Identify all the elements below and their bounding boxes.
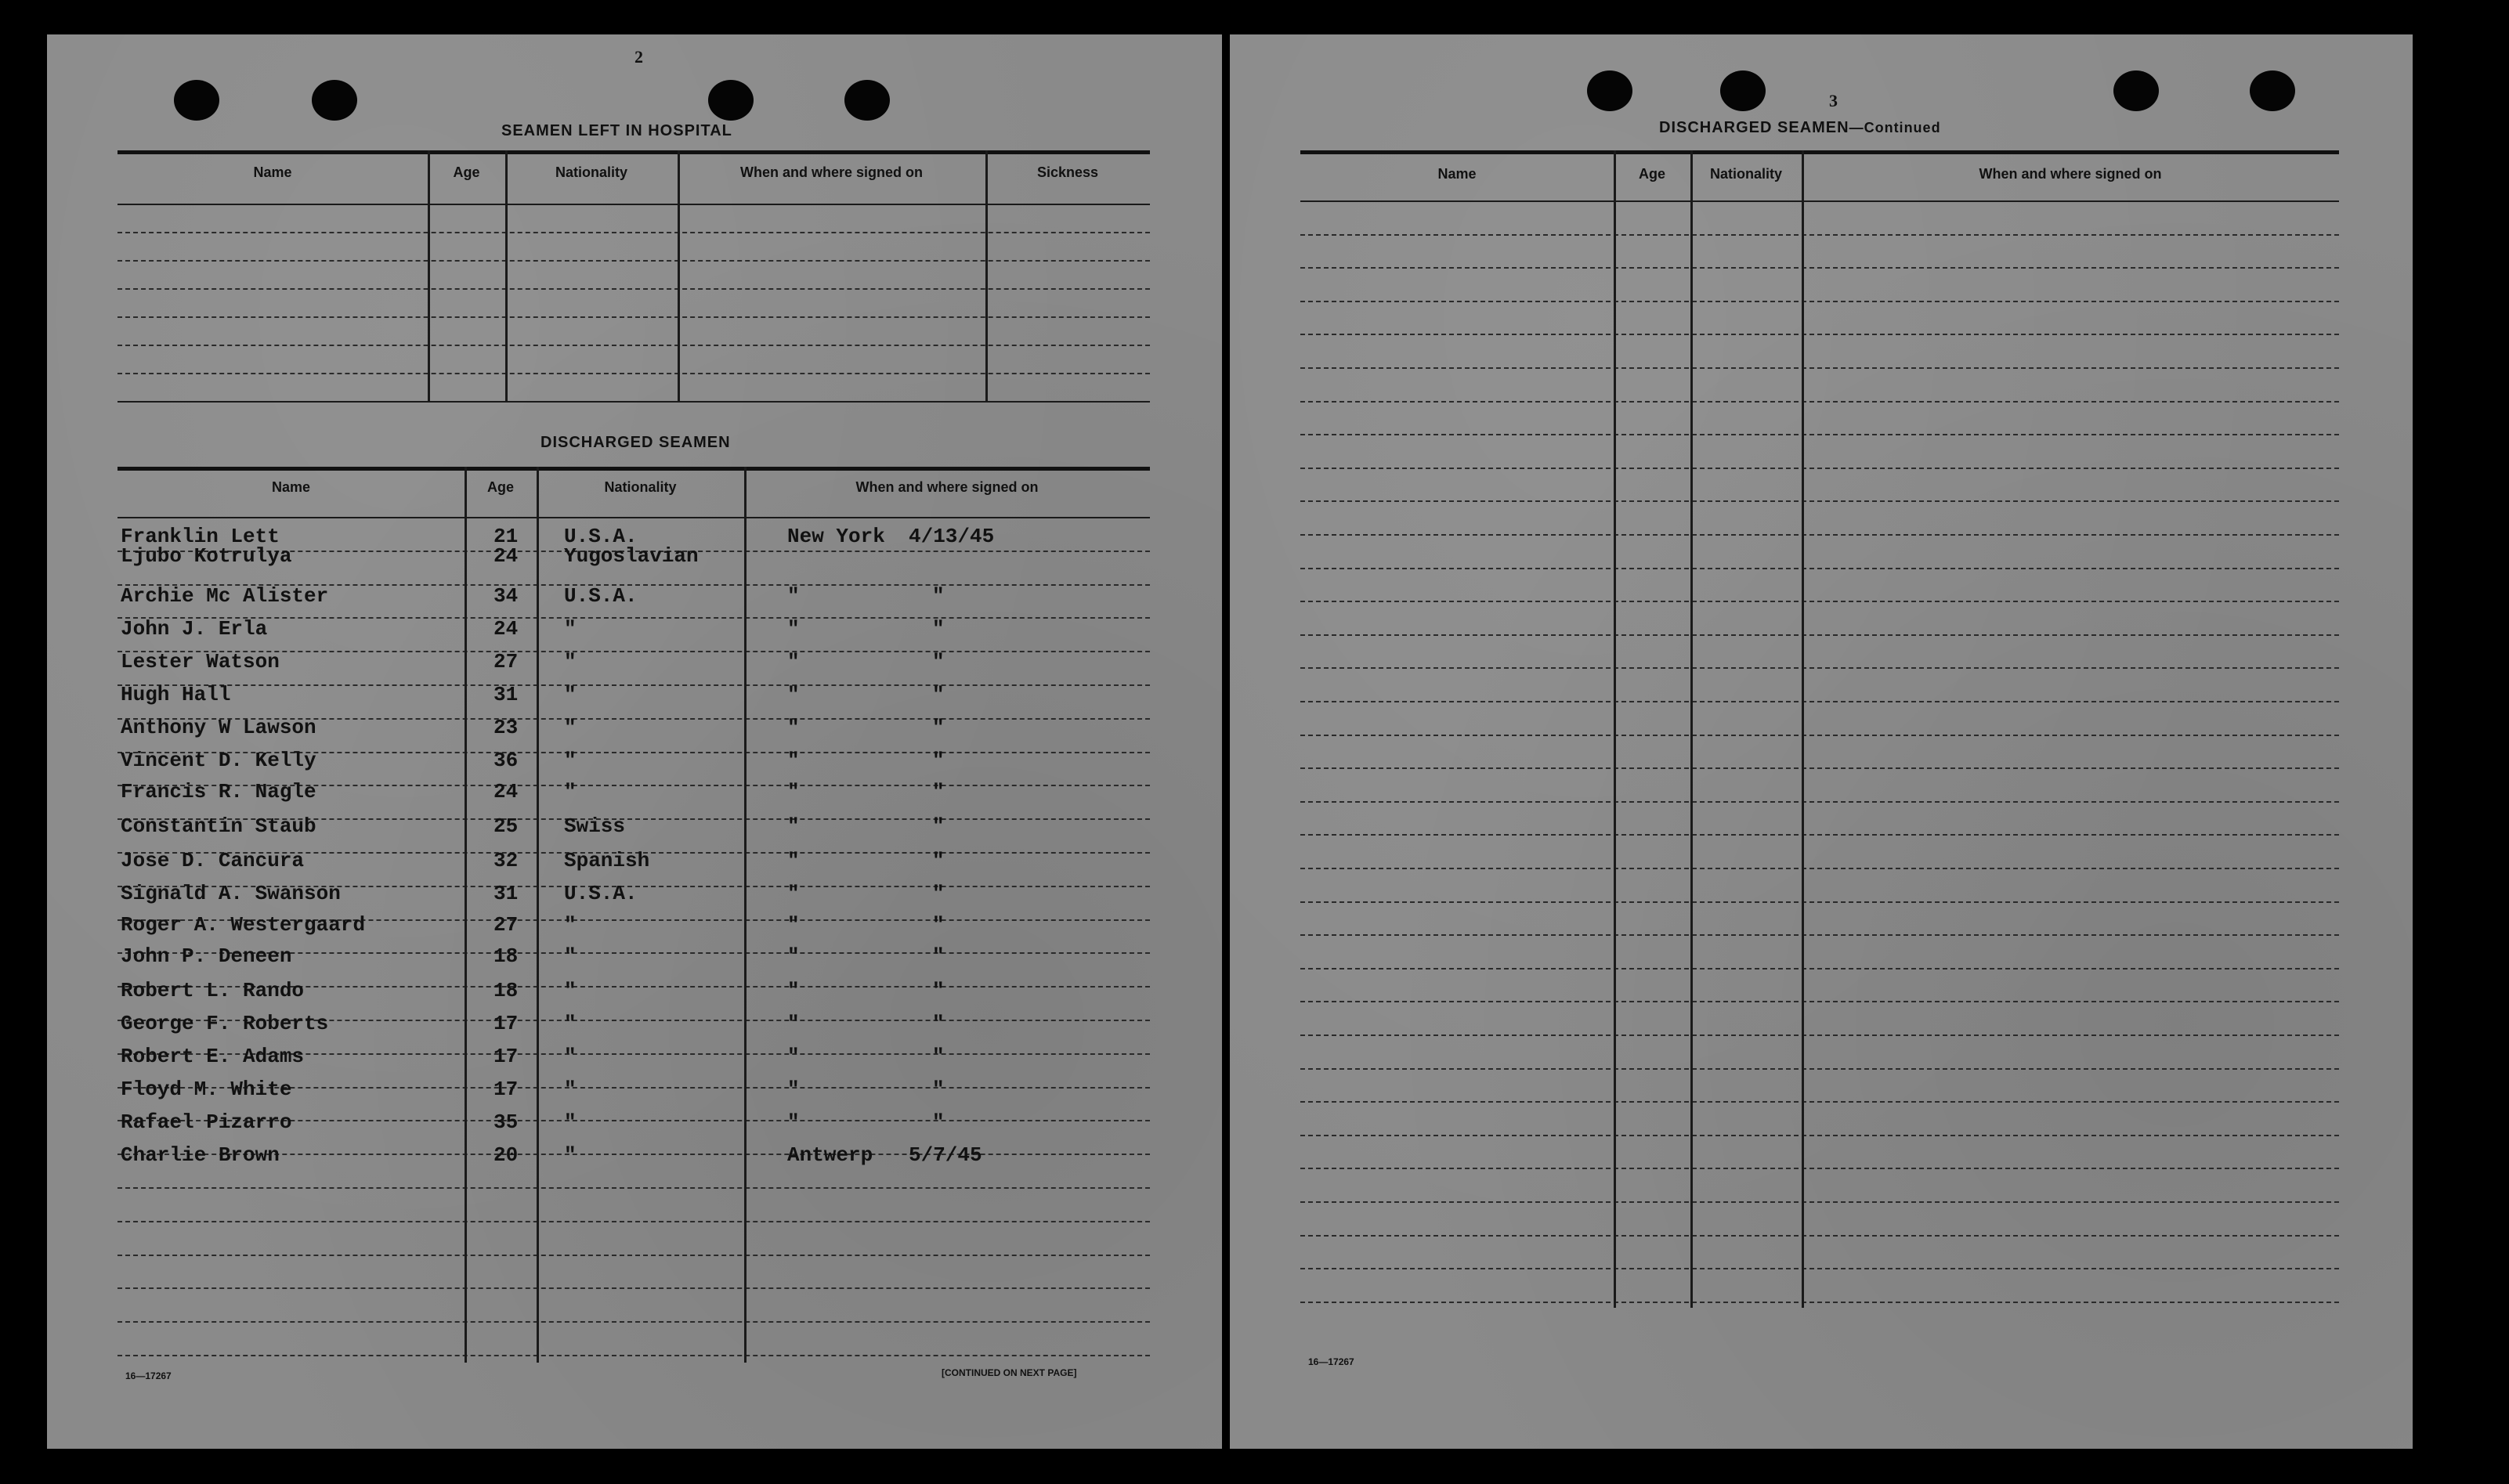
seaman-name: Lester Watson: [121, 650, 280, 673]
ruled-line: [117, 1187, 1150, 1189]
seaman-name: Roger A. Westergaard: [121, 913, 366, 937]
table-rule: [117, 204, 1150, 205]
form-number: 16—17267: [125, 1370, 172, 1381]
ruled-line: [1300, 1101, 2339, 1103]
seaman-name: John J. Erla: [121, 617, 268, 641]
seaman-nationality: ": [564, 979, 577, 1002]
seaman-name: Franklin Lett: [121, 525, 280, 548]
seaman-nationality: Yugoslavian: [564, 544, 699, 568]
ruled-line: [117, 288, 1150, 290]
seaman-age: 17: [493, 1012, 519, 1035]
column-divider: [678, 150, 680, 401]
seaman-age: 17: [493, 1045, 519, 1068]
ruled-line: [1300, 568, 2339, 569]
ruled-line: [1300, 434, 2339, 435]
ruled-line: [1300, 401, 2339, 403]
ruled-line: [1300, 267, 2339, 269]
ruled-line: [1300, 601, 2339, 602]
column-divider: [744, 467, 747, 1363]
ruled-line: [117, 345, 1150, 346]
seaman-nationality: Swiss: [564, 814, 626, 838]
seaman-name: Rafael Pizarro: [121, 1110, 292, 1134]
signed-on-place: ": [787, 584, 800, 608]
ruled-line: [1300, 634, 2339, 636]
seaman-nationality: ": [564, 944, 577, 968]
ruled-line: [117, 1355, 1150, 1356]
seaman-name: Robert L. Rando: [121, 979, 305, 1002]
seaman-age: 27: [493, 913, 519, 937]
seaman-nationality: ": [564, 716, 577, 739]
ruled-line: [1300, 1302, 2339, 1303]
right-section-title-suffix: —Continued: [1849, 120, 1941, 135]
signed-on-date: 4/13/45: [909, 525, 995, 548]
ruled-line: [1300, 767, 2339, 769]
column-header: Name: [253, 164, 292, 180]
right-section-title: [1659, 119, 1941, 137]
seaman-name: John P. Deneen: [121, 944, 292, 968]
seaman-age: 34: [493, 584, 519, 608]
ruled-line: [117, 1321, 1150, 1323]
column-header: Nationality: [604, 479, 677, 495]
signed-on-date: 5/7/45: [909, 1143, 982, 1167]
seaman-name: Archie Mc Alister: [121, 584, 329, 608]
table-rule: [117, 467, 1150, 471]
seaman-age: 27: [493, 650, 519, 673]
seaman-name: Constantin Staub: [121, 814, 316, 838]
seaman-nationality: ": [564, 650, 577, 673]
seaman-name: Robert E. Adams: [121, 1045, 305, 1068]
signed-on-date: ": [932, 1045, 945, 1068]
punch-hole: [2113, 70, 2159, 111]
seaman-name: Anthony W Lawson: [121, 716, 316, 739]
seaman-name: Signald A. Swanson: [121, 882, 341, 905]
signed-on-place: ": [787, 814, 800, 838]
signed-on-place: ": [787, 913, 800, 937]
ruled-line: [1300, 1268, 2339, 1269]
signed-on-place: ": [787, 617, 800, 641]
seaman-name: Hugh Hall: [121, 683, 231, 706]
column-divider: [1614, 150, 1616, 1308]
signed-on-place: ": [787, 1012, 800, 1035]
seaman-name: Jose D. Cancura: [121, 849, 305, 872]
seaman-age: 36: [493, 749, 519, 772]
ruled-line: [1300, 1201, 2339, 1203]
table-rule: [1300, 150, 2339, 154]
column-divider: [465, 467, 467, 1363]
ruled-line: [1300, 901, 2339, 903]
column-divider: [428, 150, 430, 401]
ruled-line: [117, 260, 1150, 262]
seaman-age: 23: [493, 716, 519, 739]
column-divider: [1690, 150, 1693, 1308]
seaman-age: 24: [493, 617, 519, 641]
seaman-nationality: U.S.A.: [564, 882, 638, 905]
ruled-line: [1300, 1034, 2339, 1036]
seaman-nationality: U.S.A.: [564, 525, 638, 548]
signed-on-date: ": [932, 979, 945, 1002]
signed-on-date: ": [932, 944, 945, 968]
page-number: 2: [634, 47, 643, 67]
signed-on-place: ": [787, 716, 800, 739]
signed-on-date: ": [932, 913, 945, 937]
ruled-line: [117, 617, 1150, 619]
ruled-line: [1300, 868, 2339, 869]
ruled-line: [1300, 1135, 2339, 1136]
signed-on-date: ": [932, 584, 945, 608]
ruled-line: [1300, 301, 2339, 302]
signed-on-date: ": [932, 716, 945, 739]
table-rule: [117, 150, 1150, 154]
signed-on-place: ": [787, 780, 800, 803]
seaman-age: 24: [493, 780, 519, 803]
ruled-line: [1300, 1001, 2339, 1002]
column-header: Name: [271, 479, 311, 495]
signed-on-place: ": [787, 683, 800, 706]
right-page: [1230, 34, 2413, 1449]
punch-hole: [1720, 70, 1766, 111]
seaman-nationality: ": [564, 1078, 577, 1101]
ruled-line: [1300, 500, 2339, 502]
signed-on-place: ": [787, 849, 800, 872]
column-header: Age: [1638, 166, 1665, 182]
left-page: [47, 34, 1222, 1449]
ruled-line: [1300, 1168, 2339, 1169]
seaman-name: Vincent D. Kelly: [121, 749, 316, 772]
punch-hole: [312, 80, 357, 121]
seaman-name: George F. Roberts: [121, 1012, 329, 1035]
seaman-nationality: ": [564, 683, 577, 706]
form-number: 16—17267: [1308, 1356, 1354, 1367]
seaman-nationality: ": [564, 1143, 577, 1167]
seaman-age: 20: [493, 1143, 519, 1167]
signed-on-date: ": [932, 617, 945, 641]
ruled-line: [1300, 968, 2339, 969]
signed-on-date: ": [932, 650, 945, 673]
ruled-line: [117, 684, 1150, 686]
signed-on-place: ": [787, 1110, 800, 1134]
continued-note: [CONTINUED ON NEXT PAGE]: [942, 1367, 1077, 1378]
ruled-line: [1300, 367, 2339, 369]
seaman-age: 31: [493, 683, 519, 706]
signed-on-date: ": [932, 882, 945, 905]
seaman-age: 32: [493, 849, 519, 872]
seaman-nationality: ": [564, 749, 577, 772]
seaman-name: Francis R. Nagle: [121, 780, 316, 803]
signed-on-date: ": [932, 683, 945, 706]
signed-on-date: ": [932, 1012, 945, 1035]
signed-on-date: ": [932, 1110, 945, 1134]
column-header: When and where signed on: [1979, 166, 2162, 182]
column-divider: [985, 150, 988, 401]
seaman-nationality: ": [564, 913, 577, 937]
signed-on-date: ": [932, 780, 945, 803]
seaman-name: Floyd M. White: [121, 1078, 292, 1101]
ruled-line: [117, 1255, 1150, 1256]
seaman-nationality: ": [564, 1110, 577, 1134]
column-header: Nationality: [1709, 166, 1782, 182]
column-header: Age: [453, 164, 480, 180]
seaman-nationality: ": [564, 617, 577, 641]
column-header: Name: [1437, 166, 1477, 182]
seaman-age: 18: [493, 979, 519, 1002]
ruled-line: [117, 232, 1150, 233]
signed-on-date: ": [932, 1078, 945, 1101]
column-header: Nationality: [555, 164, 627, 180]
ruled-line: [1300, 735, 2339, 736]
seaman-age: 24: [493, 544, 519, 568]
punch-hole: [844, 80, 890, 121]
ruled-line: [1300, 801, 2339, 803]
ruled-line: [117, 1221, 1150, 1222]
signed-on-date: ": [932, 749, 945, 772]
column-divider: [1802, 150, 1804, 1308]
signed-on-place: ": [787, 749, 800, 772]
ruled-line: [117, 1287, 1150, 1289]
seaman-nationality: ": [564, 1045, 577, 1068]
ruled-line: [1300, 1235, 2339, 1237]
ruled-line: [1300, 667, 2339, 669]
hospital-section-title: SEAMEN LEFT IN HOSPITAL: [501, 122, 732, 139]
punch-hole: [2250, 70, 2295, 111]
discharged-section-title: DISCHARGED SEAMEN: [540, 434, 731, 451]
seaman-nationality: ": [564, 780, 577, 803]
ruled-line: [1300, 834, 2339, 836]
ruled-line: [1300, 534, 2339, 536]
column-header: Sickness: [1036, 164, 1099, 180]
seaman-nationality: U.S.A.: [564, 584, 638, 608]
column-divider: [505, 150, 508, 401]
seaman-nationality: Spanish: [564, 849, 650, 872]
column-header: When and where signed on: [739, 164, 923, 180]
seaman-name: Ljubo Kotrulya: [121, 544, 292, 568]
page-number: 3: [1829, 91, 1838, 110]
ruled-line: [1300, 701, 2339, 702]
ruled-line: [117, 316, 1150, 318]
seaman-nationality: ": [564, 1012, 577, 1035]
signed-on-place: New York: [787, 525, 885, 548]
seaman-name: Charlie Brown: [121, 1143, 280, 1167]
ruled-line: [117, 373, 1150, 374]
seaman-age: 25: [493, 814, 519, 838]
signed-on-place: ": [787, 944, 800, 968]
seaman-age: 35: [493, 1110, 519, 1134]
ruled-line: [1300, 334, 2339, 335]
seaman-age: 31: [493, 882, 519, 905]
table-rule: [117, 401, 1150, 403]
seaman-age: 17: [493, 1078, 519, 1101]
signed-on-place: ": [787, 979, 800, 1002]
seaman-age: 18: [493, 944, 519, 968]
table-rule: [1300, 200, 2339, 202]
signed-on-place: Antwerp: [787, 1143, 873, 1167]
signed-on-place: ": [787, 882, 800, 905]
signed-on-place: ": [787, 650, 800, 673]
ruled-line: [1300, 468, 2339, 469]
column-divider: [537, 467, 539, 1363]
signed-on-date: ": [932, 849, 945, 872]
right-section-title-main: DISCHARGED SEAMEN: [1659, 119, 1849, 136]
signed-on-place: ": [787, 1078, 800, 1101]
ruled-line: [1300, 234, 2339, 236]
punch-hole: [174, 80, 219, 121]
column-header: Age: [486, 479, 514, 495]
table-rule: [117, 517, 1150, 518]
seaman-age: 21: [493, 525, 519, 548]
column-header: When and where signed on: [855, 479, 1039, 495]
ruled-line: [1300, 934, 2339, 936]
punch-hole: [708, 80, 754, 121]
signed-on-place: ": [787, 1045, 800, 1068]
punch-hole: [1587, 70, 1632, 111]
ruled-line: [1300, 1068, 2339, 1070]
signed-on-date: ": [932, 814, 945, 838]
